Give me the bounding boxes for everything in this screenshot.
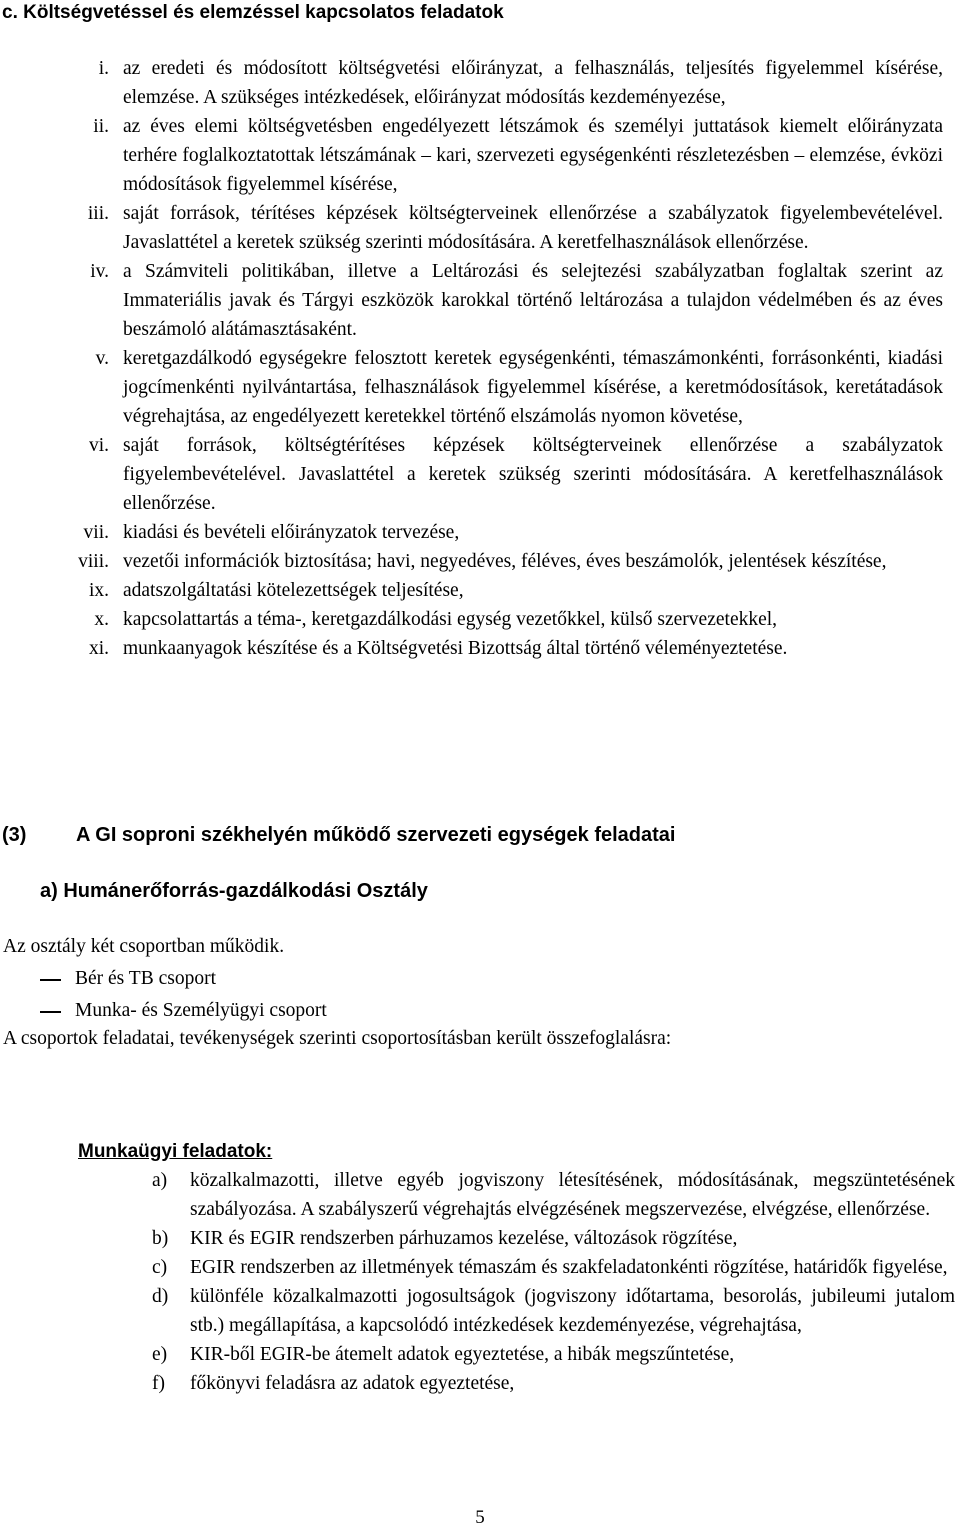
roman-list-item	[0, 199, 960, 257]
section-a-heading: a) Humánerőforrás-gazdálkodási Osztály	[40, 880, 428, 902]
list-item-text: főkönyvi feladásra az adatok egyeztetése,	[190, 1373, 515, 1394]
list-item-letter: a)	[152, 1170, 168, 1191]
roman-list-item	[0, 344, 960, 431]
list-item-text: saját források, térítéses képzések költségterveinek ellenőrzése a szabályzatok figyelembevételével. Javaslattétel a keretek szükség szerinti módosítására. A keretfelhasználások ellenőrzése.	[123, 203, 943, 253]
list-item-text: KIR-ből EGIR-be átemelt adatok egyeztetése, a hibák megszűntetése,	[190, 1344, 735, 1365]
alpha-list-item	[0, 1282, 960, 1340]
list-item-number: x.	[94, 609, 109, 630]
list-item-number: v.	[95, 348, 109, 369]
list-item-text: a Számviteli politikában, illetve a Leltározási és selejtezési szabályzatban foglaltak szerint az Immateriális javak és Tárgyi eszközök karokkal történő leltározása a tulajdon védelmében és az éves beszámoló alátámasztásaként.	[123, 261, 943, 340]
list-item-number: i.	[98, 58, 109, 79]
group-item	[40, 964, 216, 993]
intro-text: Az osztály két csoportban működik.	[3, 936, 285, 957]
list-item-text: adatszolgáltatási kötelezettségek teljesítése,	[123, 580, 464, 601]
dash-bullet-icon	[40, 979, 61, 981]
alpha-list-item	[0, 1340, 960, 1369]
alpha-list-item	[0, 1253, 960, 1282]
list-item-text: kapcsolattartás a téma-, keretgazdálkodási egység vezetőkkel, külső szervezetekkel,	[123, 609, 778, 630]
roman-list-item	[0, 257, 960, 344]
list-item-number: xi.	[88, 638, 109, 659]
list-item-text: keretgazdálkodó egységekre felosztott keretek egységenkénti, témaszámonkénti, forrásonkénti, kiadási jogcímenkénti nyilvántartása, felhasználások figyelemmel kísérése, a keretmódosítások, keretátadások végrehajtása, az engedélyezett keretekkel történő elszámolás nyomon követése,	[123, 348, 943, 427]
roman-list-item	[0, 54, 960, 112]
roman-list-item	[0, 112, 960, 199]
list-item-number: ii.	[93, 116, 109, 137]
roman-list-item	[0, 634, 960, 663]
list-item-number: vi.	[88, 435, 109, 456]
section-heading-c: c. Költségvetéssel és elemzéssel kapcsolatos feladatok	[2, 2, 504, 23]
roman-list-item	[0, 518, 960, 547]
list-item-letter: c)	[152, 1257, 168, 1278]
list-item-letter: d)	[152, 1286, 169, 1307]
section-3-title: A GI soproni székhelyén működő szervezeti egységek feladatai	[76, 824, 676, 846]
list-item-letter: b)	[152, 1228, 169, 1249]
list-item-number: ix.	[88, 580, 109, 601]
list-item-letter: f)	[152, 1373, 165, 1394]
roman-list-item	[0, 576, 960, 605]
page-number: 5	[475, 1507, 485, 1528]
group-label: Bér és TB csoport	[75, 968, 216, 989]
list-item-text: EGIR rendszerben az illetmények témaszám és szakfeladatonkénti rögzítése, határidők figyelése,	[190, 1257, 948, 1278]
munkaugyi-title: Munkaügyi feladatok:	[78, 1141, 273, 1162]
list-item-text: vezetői információk biztosítása; havi, negyedéves, féléves, éves beszámolók, jelentések készítése,	[123, 551, 887, 572]
section-3-number: (3)	[2, 824, 27, 846]
list-item-text: különféle közalkalmazotti jogosultságok (jogviszony időtartama, besorolás, jubileumi jutalom stb.) megállapítása, a kapcsolódó intézkedések kezdeményezése, végrehajtása,	[190, 1286, 955, 1336]
list-item-letter: e)	[152, 1344, 168, 1365]
list-item-text: közalkalmazotti, illetve egyéb jogviszony létesítésének, módosításának, megszüntetésének szabályozása. A szabályszerű végrehajtás elvégzésének megszervezése, elvégzése, ellenőrzése.	[190, 1170, 955, 1220]
list-item-text: kiadási és bevételi előirányzatok tervezése,	[123, 522, 460, 543]
roman-task-list	[0, 54, 960, 663]
group-label: Munka- és Személyügyi csoport	[75, 1000, 327, 1021]
summary-text: A csoportok feladatai, tevékenységek szerinti csoportosításban került összefoglalásra:	[3, 1028, 672, 1049]
list-item-text: munkaanyagok készítése és a Költségvetési Bizottság által történő véleményeztetése.	[123, 638, 788, 659]
list-item-number: viii.	[78, 551, 109, 572]
alpha-list-item	[0, 1166, 960, 1224]
list-item-text: saját források, költségtérítéses képzések költségterveinek ellenőrzése a szabályzatok figyelembevételével. Javaslattétel a keretek szükség szerinti módosítására. A keretfelhasználások ellenőrzése.	[123, 435, 943, 514]
roman-list-item	[0, 547, 960, 576]
dash-bullet-icon	[40, 1011, 61, 1013]
list-item-number: vii.	[83, 522, 109, 543]
list-item-text: az éves elemi költségvetésben engedélyezett létszámok és személyi juttatások kiemelt előirányzata terhére foglalkoztatottak létszámának – kari, szervezeti egységenkénti részletezésben – elemzése, évközi módosítások figyelemmel kísérése,	[123, 116, 943, 195]
list-item-number: iv.	[90, 261, 109, 282]
group-item	[40, 996, 327, 1025]
alpha-task-list	[0, 1166, 960, 1398]
list-item-text: KIR és EGIR rendszerben párhuzamos kezelése, változások rögzítése,	[190, 1228, 738, 1249]
alpha-list-item	[0, 1369, 960, 1398]
roman-list-item	[0, 431, 960, 518]
list-item-text: az eredeti és módosított költségvetési előirányzat, a felhasználás, teljesítés figyelemmel kísérése, elemzése. A szükséges intézkedések, előirányzat módosítás kezdeményezése,	[123, 58, 943, 108]
roman-list-item	[0, 605, 960, 634]
alpha-list-item	[0, 1224, 960, 1253]
section-3-heading	[2, 821, 675, 850]
list-item-number: iii.	[87, 203, 109, 224]
